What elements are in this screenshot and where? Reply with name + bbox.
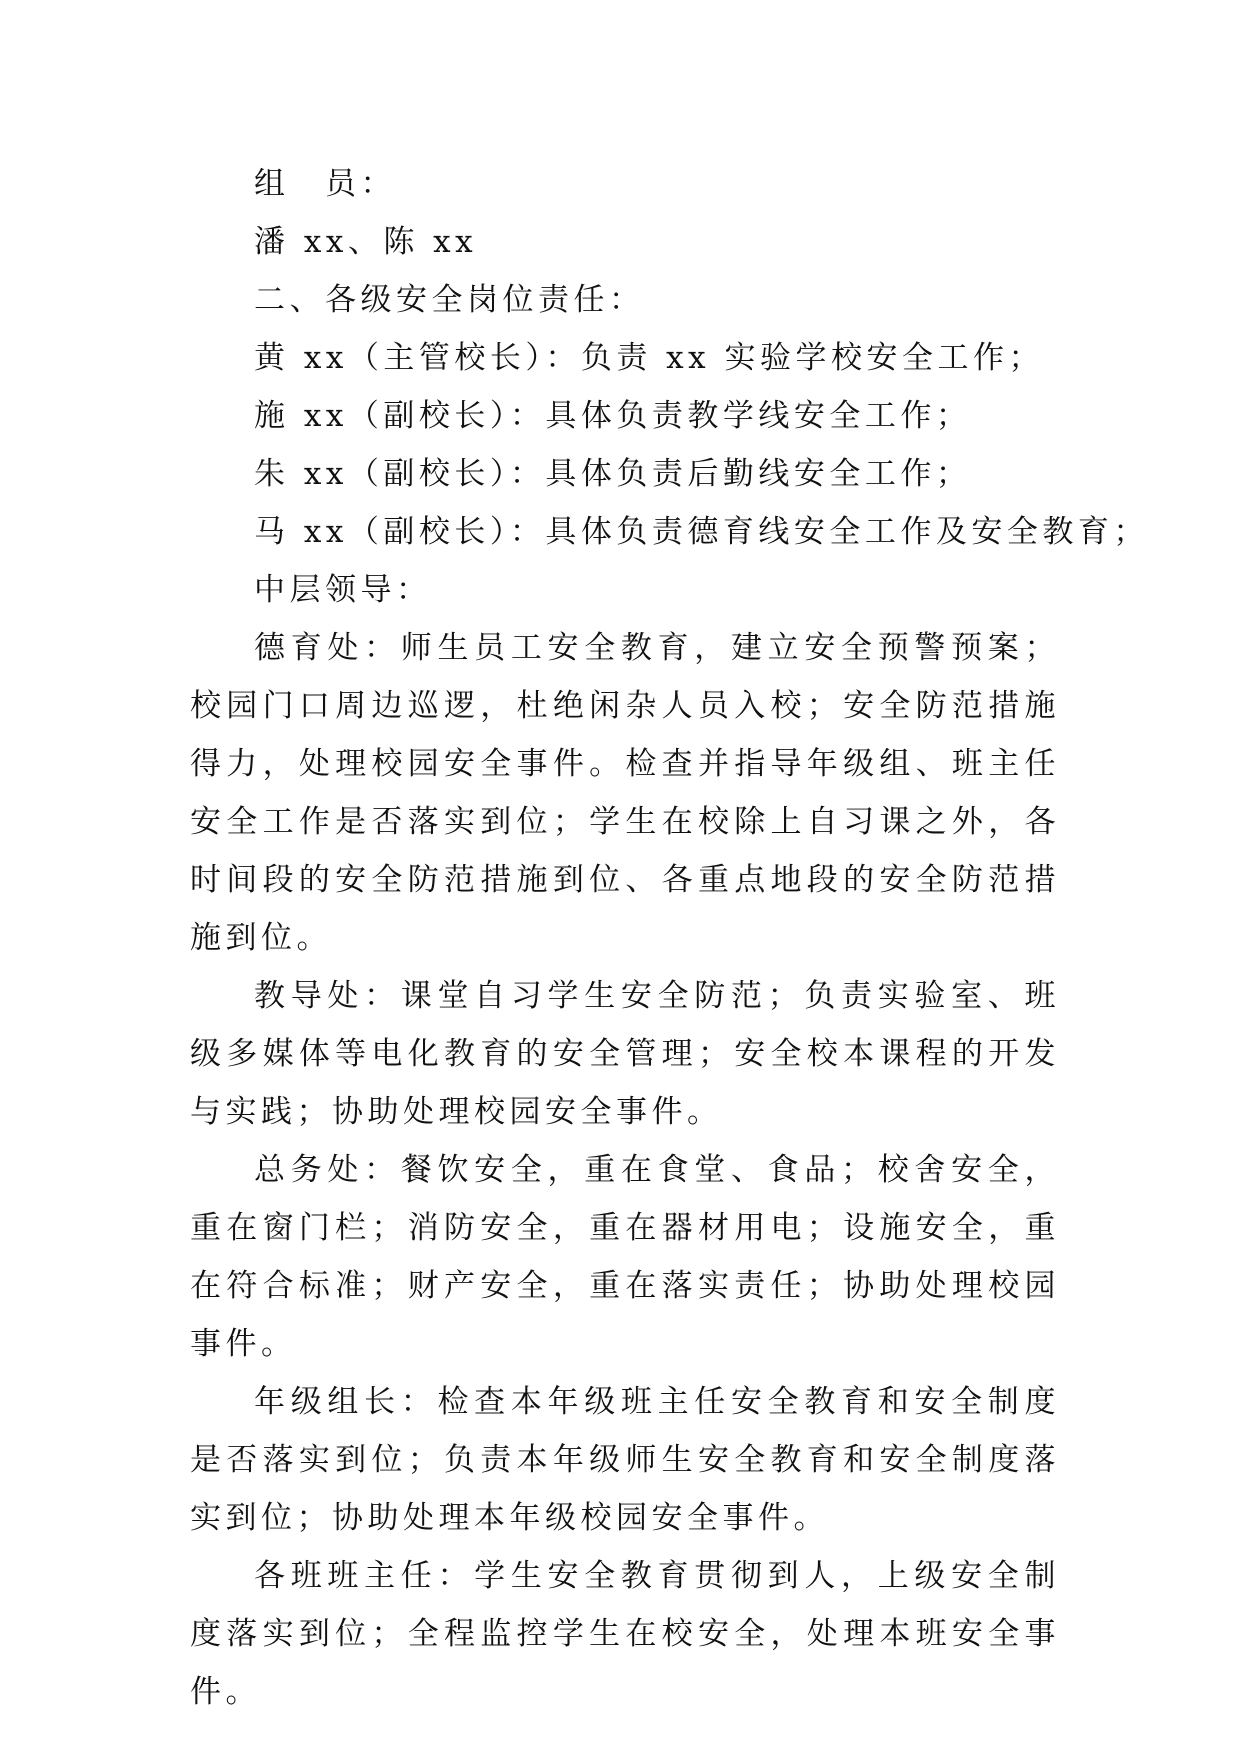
class-teacher-paragraph: 各班班主任：学生安全教育贯彻到人，上级安全制度落实到位；全程监控学生在校安全，处理本班安全事件。 xyxy=(190,1558,1060,1710)
responsibility-line: 施 xx（副校长）：具体负责教学线安全工作； xyxy=(254,398,972,434)
responsibility-line: 黄 xx（主管校长）：负责 xx 实验学校安全工作； xyxy=(254,340,1044,376)
document-body xyxy=(190,155,1149,1721)
general-affairs-office-paragraph: 总务处：餐饮安全，重在食堂、食品；校舍安全，重在窗门栏；消防安全，重在器材用电；设施安全，重在符合标准；财产安全，重在落实责任；协助处理校园事件。 xyxy=(190,1152,1060,1362)
team-members-names: 潘 xx、陈 xx xyxy=(254,224,478,260)
team-members-label: 组 员： xyxy=(254,166,396,202)
middle-management-label: 中层领导： xyxy=(254,572,432,608)
section-heading: 二、各级安全岗位责任： xyxy=(254,282,645,318)
moral-education-office-paragraph: 德育处：师生员工安全教育，建立安全预警预案；校园门口周边巡逻，杜绝闲杂人员入校；安全防范措施得力，处理校园安全事件。检查并指导年级组、班主任安全工作是否落实到位；学生在校除上自习课之外，各时间段的安全防范措施到位、各重点地段的安全防范措施到位。 xyxy=(190,630,1060,956)
academic-affairs-office-paragraph: 教导处：课堂自习学生安全防范；负责实验室、班级多媒体等电化教育的安全管理；安全校本课程的开发与实践；协助处理校园安全事件。 xyxy=(190,978,1060,1130)
grade-leader-paragraph: 年级组长：检查本年级班主任安全教育和安全制度是否落实到位；负责本年级师生安全教育和安全制度落实到位；协助处理本年级校园安全事件。 xyxy=(190,1384,1060,1536)
responsibility-line: 马 xx（副校长）：具体负责德育线安全工作及安全教育； xyxy=(254,514,1149,550)
responsibility-line: 朱 xx（副校长）：具体负责后勤线安全工作； xyxy=(254,456,972,492)
